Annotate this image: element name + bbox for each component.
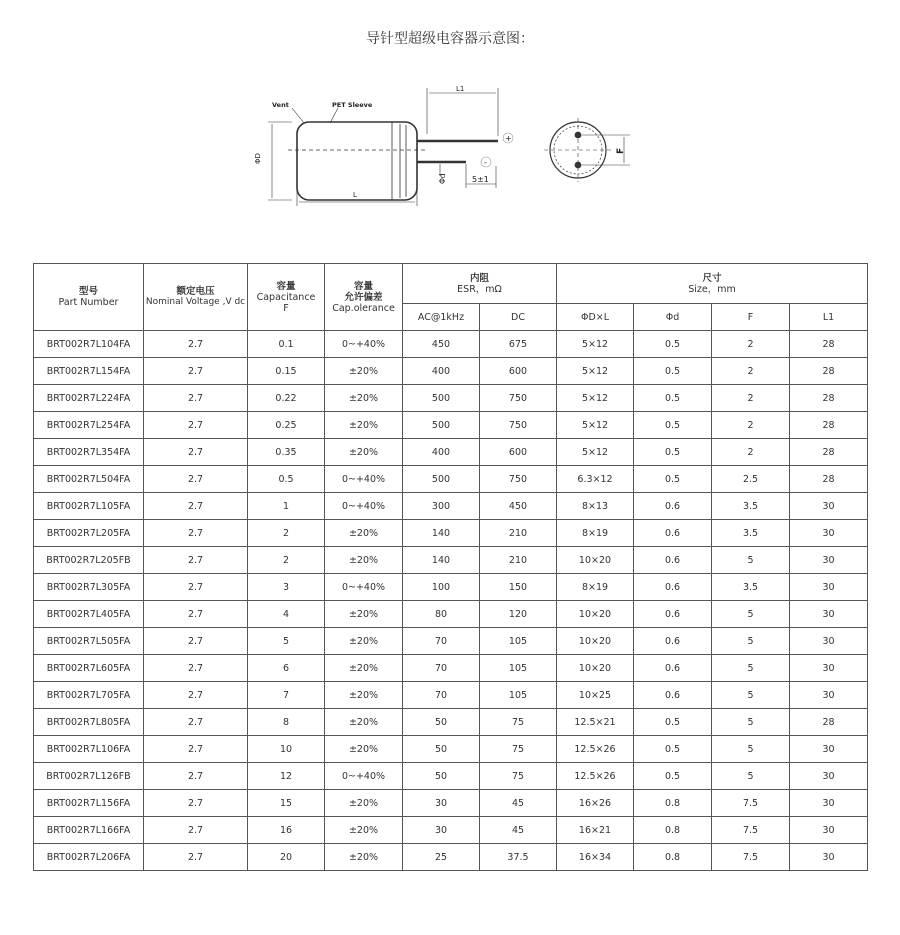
cell-esr-dc: 750 — [480, 385, 557, 412]
cell-size-phid: 0.6 — [634, 655, 712, 682]
cell-capacitance: 6 — [248, 655, 325, 682]
table-row — [34, 412, 868, 439]
cell-size-dxl: 10×20 — [557, 547, 634, 574]
cell-tolerance: 0~+40% — [325, 493, 403, 520]
cell-size-phid: 0.5 — [634, 412, 712, 439]
table-row — [34, 466, 868, 493]
cell-size-l1: 28 — [790, 466, 868, 493]
cell-tolerance: ±20% — [325, 358, 403, 385]
header-l1: L1 — [790, 304, 868, 331]
cell-capacitance: 0.22 — [248, 385, 325, 412]
cell-size-f: 7.5 — [712, 844, 790, 871]
cell-size-f: 2 — [712, 385, 790, 412]
cell-size-phid: 0.5 — [634, 439, 712, 466]
cell-size-dxl: 6.3×12 — [557, 466, 634, 493]
cell-tolerance: ±20% — [325, 844, 403, 871]
table-row — [34, 574, 868, 601]
cell-size-l1: 30 — [790, 547, 868, 574]
cell-esr-dc: 750 — [480, 412, 557, 439]
cell-size-l1: 28 — [790, 331, 868, 358]
cell-voltage: 2.7 — [144, 844, 248, 871]
cell-size-l1: 30 — [790, 655, 868, 682]
cell-esr-ac: 450 — [403, 331, 480, 358]
cell-capacitance: 7 — [248, 682, 325, 709]
cell-size-l1: 30 — [790, 628, 868, 655]
cell-voltage: 2.7 — [144, 709, 248, 736]
cell-size-phid: 0.6 — [634, 547, 712, 574]
capacitor-diagram — [240, 78, 630, 208]
cell-size-phid: 0.5 — [634, 763, 712, 790]
cell-voltage: 2.7 — [144, 385, 248, 412]
cell-size-phid: 0.5 — [634, 466, 712, 493]
cell-capacitance: 0.1 — [248, 331, 325, 358]
cell-esr-ac: 100 — [403, 574, 480, 601]
cell-size-dxl: 12.5×26 — [557, 763, 634, 790]
cell-size-phid: 0.5 — [634, 331, 712, 358]
cell-esr-dc: 675 — [480, 331, 557, 358]
F-label: F — [616, 147, 626, 154]
cell-esr-dc: 750 — [480, 466, 557, 493]
cell-size-l1: 30 — [790, 682, 868, 709]
cell-tolerance: ±20% — [325, 736, 403, 763]
cell-voltage: 2.7 — [144, 412, 248, 439]
cell-size-l1: 28 — [790, 709, 868, 736]
cell-size-dxl: 12.5×21 — [557, 709, 634, 736]
cell-capacitance: 2 — [248, 547, 325, 574]
cell-voltage: 2.7 — [144, 682, 248, 709]
spec-table-body — [34, 331, 868, 871]
cell-size-f: 3.5 — [712, 574, 790, 601]
cell-size-l1: 28 — [790, 358, 868, 385]
cell-size-l1: 28 — [790, 412, 868, 439]
table-row — [34, 844, 868, 871]
cell-size-phid: 0.5 — [634, 736, 712, 763]
cell-part-number: BRT002R7L206FA — [34, 844, 144, 871]
cell-size-dxl: 10×25 — [557, 682, 634, 709]
cell-esr-dc: 45 — [480, 817, 557, 844]
cell-tolerance: ±20% — [325, 601, 403, 628]
cell-capacitance: 4 — [248, 601, 325, 628]
cell-tolerance: ±20% — [325, 682, 403, 709]
cell-capacitance: 20 — [248, 844, 325, 871]
cell-part-number: BRT002R7L504FA — [34, 466, 144, 493]
table-row — [34, 439, 868, 466]
table-row — [34, 493, 868, 520]
cell-esr-dc: 45 — [480, 790, 557, 817]
cell-size-dxl: 5×12 — [557, 412, 634, 439]
cell-capacitance: 2 — [248, 520, 325, 547]
cell-part-number: BRT002R7L354FA — [34, 439, 144, 466]
cell-size-l1: 30 — [790, 493, 868, 520]
cell-size-f: 5 — [712, 682, 790, 709]
cell-size-phid: 0.5 — [634, 385, 712, 412]
cell-tolerance: ±20% — [325, 520, 403, 547]
cell-esr-ac: 140 — [403, 547, 480, 574]
cell-size-l1: 30 — [790, 601, 868, 628]
cell-tolerance: ±20% — [325, 412, 403, 439]
cell-size-f: 5 — [712, 709, 790, 736]
cell-tolerance: ±20% — [325, 817, 403, 844]
cell-capacitance: 0.25 — [248, 412, 325, 439]
cell-tolerance: 0~+40% — [325, 763, 403, 790]
cell-size-dxl: 10×20 — [557, 601, 634, 628]
cell-esr-ac: 30 — [403, 790, 480, 817]
cell-voltage: 2.7 — [144, 574, 248, 601]
table-row — [34, 709, 868, 736]
cell-size-f: 5 — [712, 736, 790, 763]
header-size: 尺寸 Size，mm — [557, 264, 868, 304]
header-dxl: ΦD×L — [557, 304, 634, 331]
cell-capacitance: 16 — [248, 817, 325, 844]
pet-sleeve-label: PET Sleeve — [332, 101, 373, 109]
header-f: F — [712, 304, 790, 331]
cell-size-l1: 30 — [790, 844, 868, 871]
cell-esr-dc: 450 — [480, 493, 557, 520]
cell-voltage: 2.7 — [144, 439, 248, 466]
header-cap-tolerance: 容量 允许偏差 Cap.olerance — [325, 264, 403, 331]
cell-tolerance: ±20% — [325, 709, 403, 736]
cell-esr-dc: 37.5 — [480, 844, 557, 871]
table-row — [34, 790, 868, 817]
cell-size-dxl: 16×26 — [557, 790, 634, 817]
cell-tolerance: ±20% — [325, 439, 403, 466]
spec-table — [33, 263, 868, 871]
cell-part-number: BRT002R7L205FA — [34, 520, 144, 547]
cell-size-phid: 0.6 — [634, 520, 712, 547]
header-esr: 内阻 ESR，mΩ — [403, 264, 557, 304]
cell-capacitance: 5 — [248, 628, 325, 655]
cell-voltage: 2.7 — [144, 655, 248, 682]
cell-esr-dc: 600 — [480, 358, 557, 385]
cell-size-dxl: 5×12 — [557, 331, 634, 358]
table-row — [34, 763, 868, 790]
cell-size-f: 7.5 — [712, 817, 790, 844]
header-part-number: 型号 Part Number — [34, 264, 144, 331]
cell-capacitance: 0.35 — [248, 439, 325, 466]
cell-size-dxl: 12.5×26 — [557, 736, 634, 763]
cell-capacitance: 1 — [248, 493, 325, 520]
cell-size-phid: 0.8 — [634, 817, 712, 844]
cell-tolerance: 0~+40% — [325, 574, 403, 601]
table-row — [34, 358, 868, 385]
cell-tolerance: 0~+40% — [325, 466, 403, 493]
cell-esr-ac: 50 — [403, 763, 480, 790]
table-row — [34, 736, 868, 763]
cell-esr-ac: 500 — [403, 412, 480, 439]
cell-esr-dc: 75 — [480, 763, 557, 790]
cell-part-number: BRT002R7L605FA — [34, 655, 144, 682]
cell-capacitance: 12 — [248, 763, 325, 790]
header-nominal-voltage: 额定电压 Nominal Voltage ,V dc — [144, 264, 248, 331]
cell-esr-ac: 70 — [403, 682, 480, 709]
vent-label: Vent — [272, 101, 289, 109]
cell-size-f: 2 — [712, 412, 790, 439]
cell-voltage: 2.7 — [144, 520, 248, 547]
plus-sign: + — [505, 134, 512, 143]
cell-size-phid: 0.6 — [634, 601, 712, 628]
table-row — [34, 385, 868, 412]
cell-part-number: BRT002R7L156FA — [34, 790, 144, 817]
cell-capacitance: 8 — [248, 709, 325, 736]
cell-voltage: 2.7 — [144, 601, 248, 628]
table-row — [34, 547, 868, 574]
cell-voltage: 2.7 — [144, 763, 248, 790]
cell-esr-dc: 150 — [480, 574, 557, 601]
cell-size-dxl: 16×21 — [557, 817, 634, 844]
cell-voltage: 2.7 — [144, 547, 248, 574]
cell-part-number: BRT002R7L154FA — [34, 358, 144, 385]
cell-part-number: BRT002R7L405FA — [34, 601, 144, 628]
cell-size-dxl: 8×19 — [557, 574, 634, 601]
cell-esr-ac: 25 — [403, 844, 480, 871]
cell-size-dxl: 16×34 — [557, 844, 634, 871]
cell-size-phid: 0.6 — [634, 682, 712, 709]
header-phid: Φd — [634, 304, 712, 331]
cell-part-number: BRT002R7L166FA — [34, 817, 144, 844]
cell-size-dxl: 5×12 — [557, 358, 634, 385]
cell-voltage: 2.7 — [144, 466, 248, 493]
table-row — [34, 628, 868, 655]
cell-voltage: 2.7 — [144, 331, 248, 358]
capacitor-body — [297, 122, 417, 200]
cell-voltage: 2.7 — [144, 817, 248, 844]
cell-esr-dc: 120 — [480, 601, 557, 628]
cell-size-l1: 30 — [790, 736, 868, 763]
cell-esr-ac: 400 — [403, 358, 480, 385]
cell-size-phid: 0.8 — [634, 844, 712, 871]
cell-capacitance: 0.15 — [248, 358, 325, 385]
minus-sign: - — [484, 158, 487, 167]
cell-size-f: 2 — [712, 331, 790, 358]
cell-esr-dc: 105 — [480, 628, 557, 655]
cell-capacitance: 3 — [248, 574, 325, 601]
cell-esr-ac: 400 — [403, 439, 480, 466]
cell-part-number: BRT002R7L105FA — [34, 493, 144, 520]
header-capacitance: 容量 Capacitance F — [248, 264, 325, 331]
cell-size-phid: 0.6 — [634, 574, 712, 601]
cell-size-dxl: 5×12 — [557, 385, 634, 412]
phi-D-label: ΦD — [254, 153, 262, 164]
cell-size-phid: 0.5 — [634, 709, 712, 736]
cell-esr-dc: 75 — [480, 709, 557, 736]
cell-part-number: BRT002R7L205FB — [34, 547, 144, 574]
cell-voltage: 2.7 — [144, 790, 248, 817]
cell-size-dxl: 5×12 — [557, 439, 634, 466]
cell-part-number: BRT002R7L254FA — [34, 412, 144, 439]
cell-part-number: BRT002R7L505FA — [34, 628, 144, 655]
cell-size-phid: 0.8 — [634, 790, 712, 817]
cell-size-dxl: 10×20 — [557, 655, 634, 682]
cell-size-l1: 30 — [790, 763, 868, 790]
cell-size-l1: 30 — [790, 790, 868, 817]
cell-capacitance: 15 — [248, 790, 325, 817]
cell-esr-ac: 30 — [403, 817, 480, 844]
spacing-label: 5±1 — [472, 175, 489, 184]
cell-part-number: BRT002R7L705FA — [34, 682, 144, 709]
page-title: 导针型超级电容器示意图： — [366, 31, 534, 47]
cell-part-number: BRT002R7L104FA — [34, 331, 144, 358]
cell-capacitance: 10 — [248, 736, 325, 763]
table-row — [34, 331, 868, 358]
table-row — [34, 817, 868, 844]
cell-size-f: 2.5 — [712, 466, 790, 493]
cell-esr-dc: 210 — [480, 520, 557, 547]
cell-size-l1: 30 — [790, 817, 868, 844]
cell-esr-ac: 50 — [403, 709, 480, 736]
header-dc: DC — [480, 304, 557, 331]
cell-size-f: 5 — [712, 628, 790, 655]
cell-voltage: 2.7 — [144, 358, 248, 385]
cell-tolerance: ±20% — [325, 790, 403, 817]
cell-esr-ac: 500 — [403, 466, 480, 493]
L1-label: L1 — [456, 85, 465, 93]
cell-size-f: 2 — [712, 439, 790, 466]
cell-esr-dc: 75 — [480, 736, 557, 763]
cell-size-f: 5 — [712, 763, 790, 790]
cell-esr-ac: 500 — [403, 385, 480, 412]
cell-tolerance: ±20% — [325, 655, 403, 682]
cell-esr-ac: 50 — [403, 736, 480, 763]
cell-size-f: 7.5 — [712, 790, 790, 817]
cell-size-phid: 0.5 — [634, 358, 712, 385]
table-row — [34, 655, 868, 682]
table-row — [34, 601, 868, 628]
cell-size-l1: 30 — [790, 574, 868, 601]
cell-size-f: 2 — [712, 358, 790, 385]
cell-part-number: BRT002R7L106FA — [34, 736, 144, 763]
cell-part-number: BRT002R7L805FA — [34, 709, 144, 736]
cell-capacitance: 0.5 — [248, 466, 325, 493]
cell-voltage: 2.7 — [144, 628, 248, 655]
cell-esr-ac: 140 — [403, 520, 480, 547]
cell-esr-dc: 600 — [480, 439, 557, 466]
cell-esr-dc: 210 — [480, 547, 557, 574]
cell-size-f: 5 — [712, 547, 790, 574]
cell-size-phid: 0.6 — [634, 628, 712, 655]
cell-size-dxl: 8×19 — [557, 520, 634, 547]
table-row — [34, 520, 868, 547]
cell-part-number: BRT002R7L305FA — [34, 574, 144, 601]
phi-d-label: Φd — [438, 173, 447, 184]
cell-esr-ac: 300 — [403, 493, 480, 520]
cell-size-dxl: 8×13 — [557, 493, 634, 520]
cell-esr-dc: 105 — [480, 655, 557, 682]
cell-esr-ac: 70 — [403, 628, 480, 655]
cell-part-number: BRT002R7L126FB — [34, 763, 144, 790]
cell-size-l1: 30 — [790, 520, 868, 547]
cell-esr-ac: 80 — [403, 601, 480, 628]
cell-voltage: 2.7 — [144, 736, 248, 763]
cell-size-f: 5 — [712, 601, 790, 628]
cell-tolerance: ±20% — [325, 547, 403, 574]
cell-size-f: 5 — [712, 655, 790, 682]
cell-size-phid: 0.6 — [634, 493, 712, 520]
cell-tolerance: ±20% — [325, 385, 403, 412]
table-row — [34, 682, 868, 709]
cell-part-number: BRT002R7L224FA — [34, 385, 144, 412]
header-ac: AC@1kHz — [403, 304, 480, 331]
L-label: L — [353, 191, 357, 199]
cell-size-l1: 28 — [790, 439, 868, 466]
cell-tolerance: ±20% — [325, 628, 403, 655]
cell-esr-dc: 105 — [480, 682, 557, 709]
cell-size-f: 3.5 — [712, 493, 790, 520]
cell-size-l1: 28 — [790, 385, 868, 412]
cell-tolerance: 0~+40% — [325, 331, 403, 358]
cell-size-dxl: 10×20 — [557, 628, 634, 655]
cell-voltage: 2.7 — [144, 493, 248, 520]
cell-esr-ac: 70 — [403, 655, 480, 682]
cell-size-f: 3.5 — [712, 520, 790, 547]
